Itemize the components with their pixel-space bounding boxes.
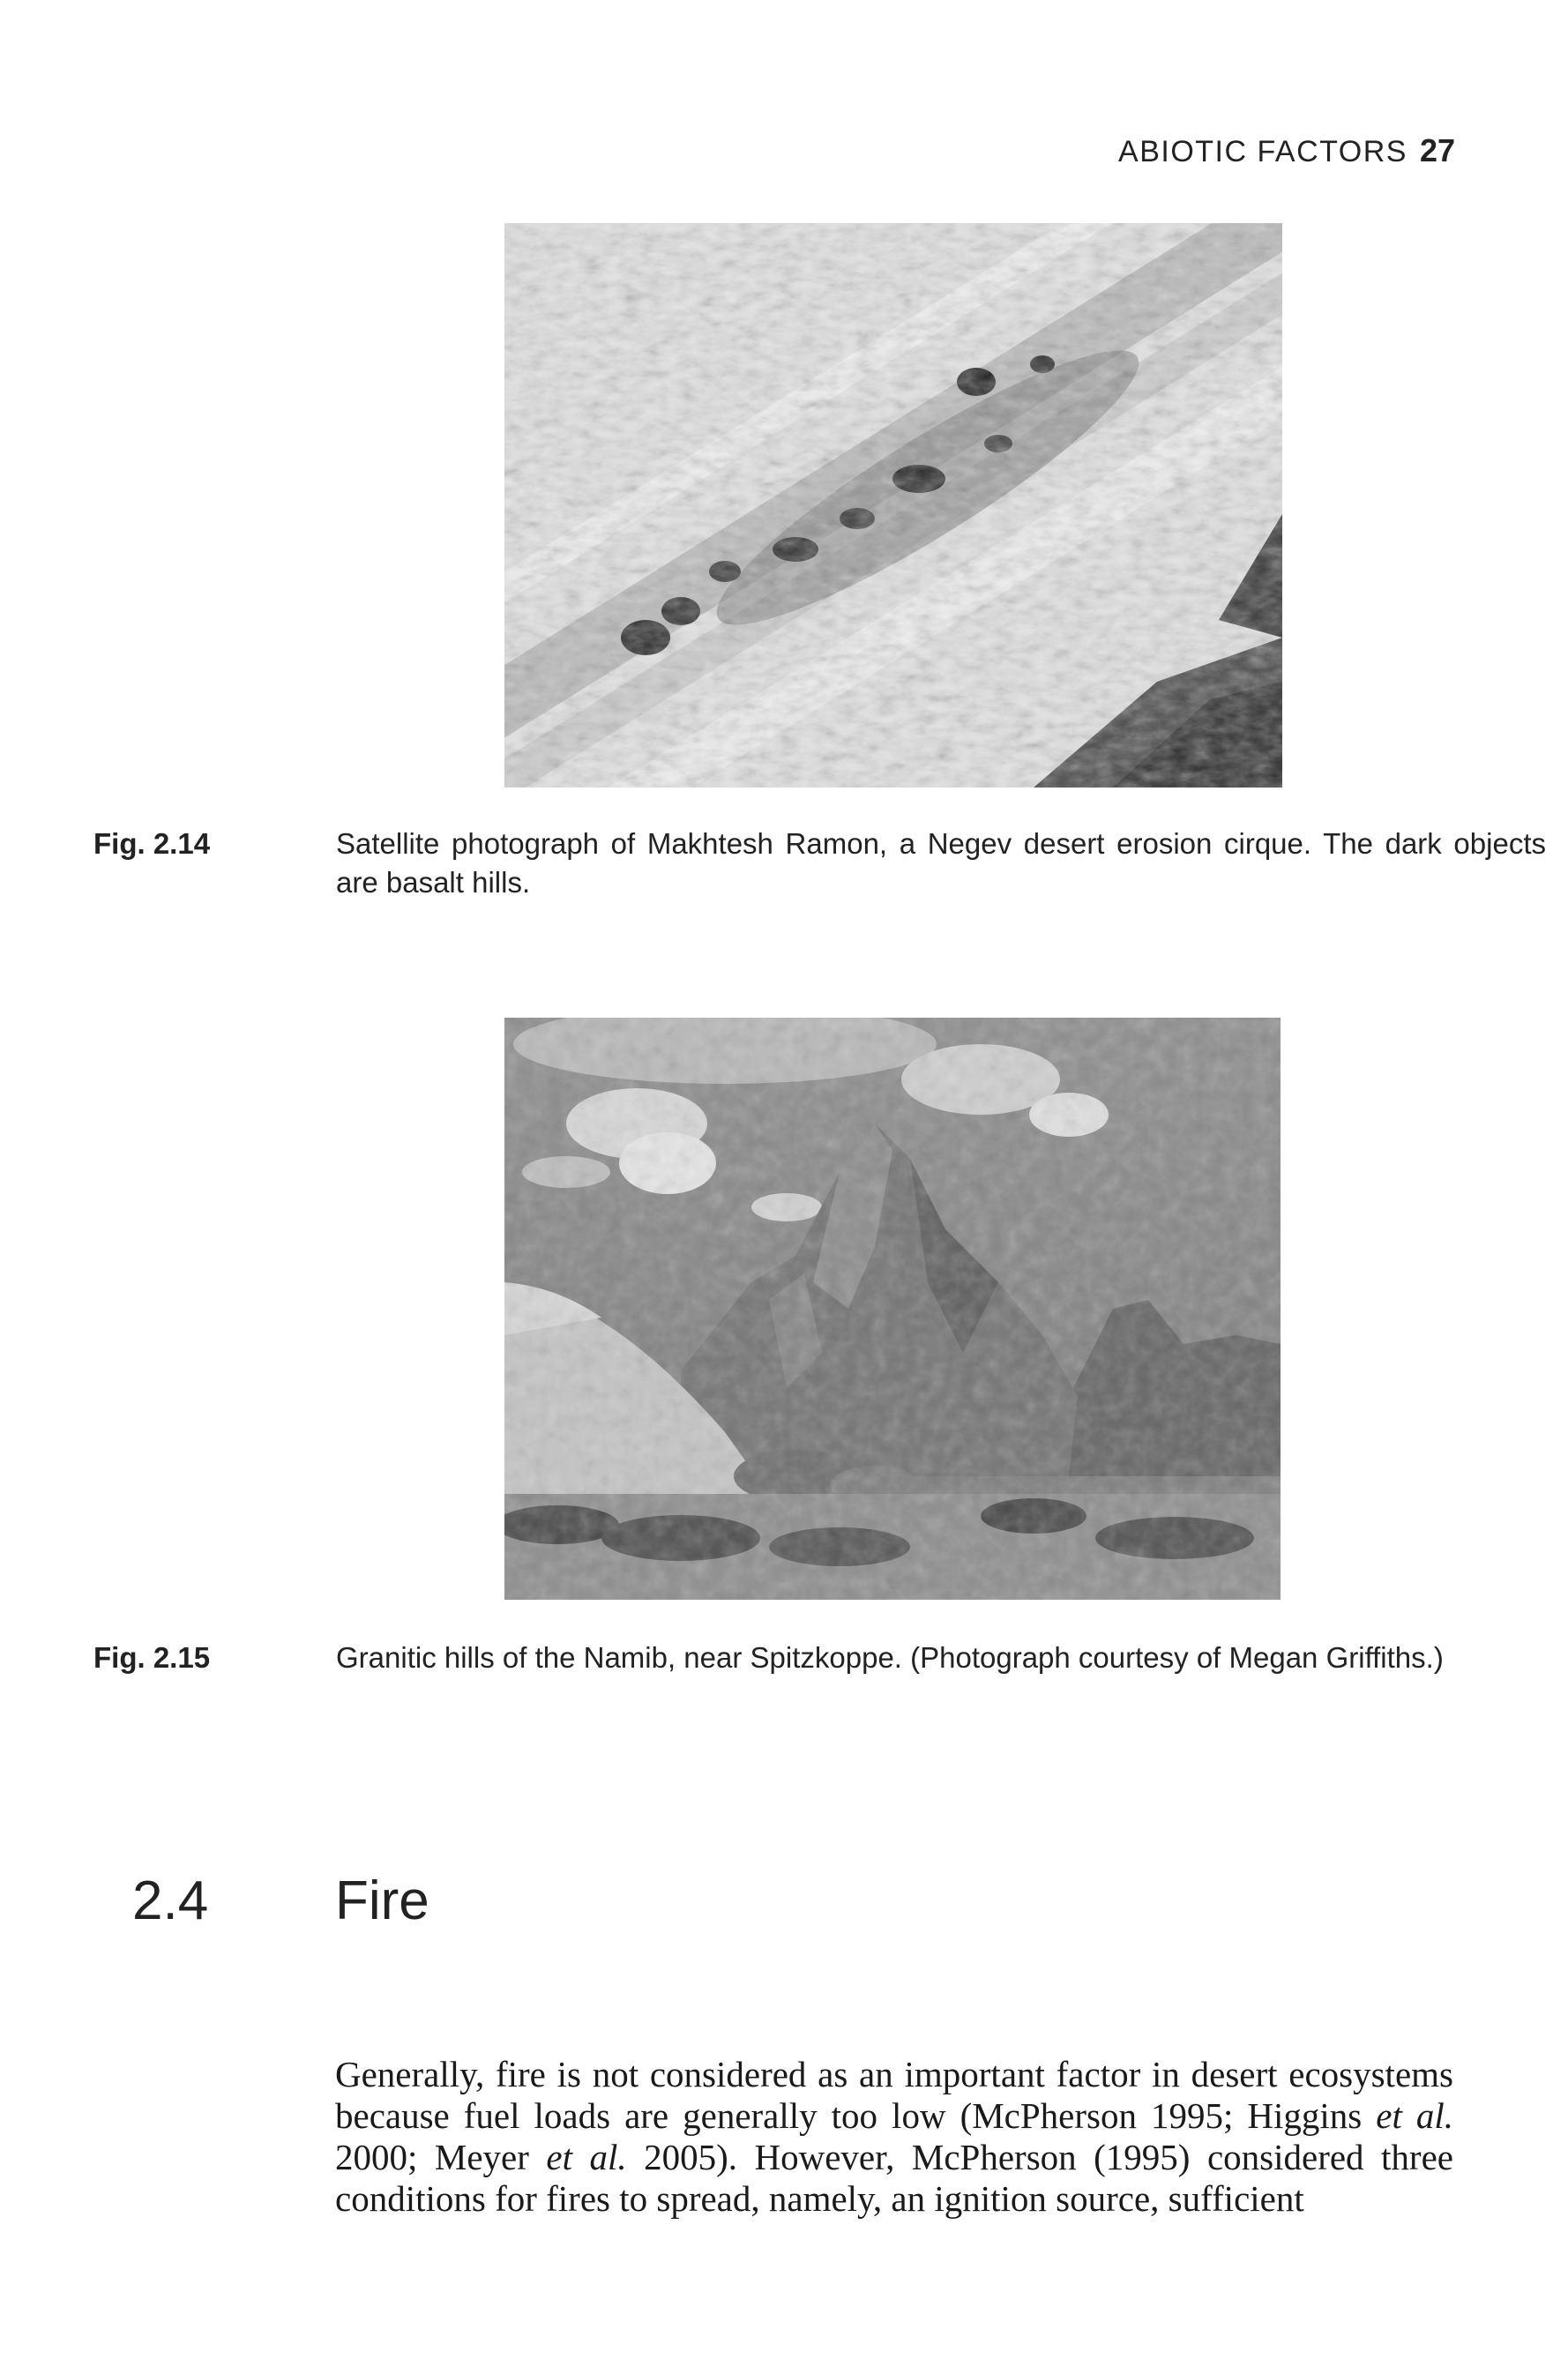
paragraph-segment: 2000; Meyer <box>335 2137 547 2177</box>
figure-caption-2-15 <box>93 1639 1549 1727</box>
paragraph-segment: 2005). However, McPherson (1995) considered three conditions for fires to spread, namely, an ignition source, sufficient <box>335 2137 1453 2219</box>
page-number: 27 <box>1419 132 1455 168</box>
section-number: 2.4 <box>132 1870 209 1931</box>
section-heading <box>132 1870 1367 1949</box>
section-title: Fire <box>335 1870 429 1931</box>
satellite-photograph <box>504 223 1282 788</box>
paragraph-segment: Generally, fire is not considered as an important factor in desert ecosystems because fuel loads are generally too low (McPherson 1995; Higgins <box>335 2054 1453 2136</box>
paragraph-italic-segment: et al. <box>546 2137 627 2177</box>
figure-caption-text: Satellite photograph of Makhtesh Ramon, a Negev desert erosion cirque. The dark objects are basalt hills. <box>336 827 1546 899</box>
satellite-photograph-image <box>504 223 1282 788</box>
figure-label: Fig. 2.15 <box>93 1641 211 1674</box>
granitic-hills-photograph-image <box>504 1018 1281 1600</box>
running-head <box>1118 132 1455 169</box>
body-paragraph <box>335 2054 1453 2220</box>
paragraph-italic-segment: et al. <box>1376 2095 1454 2136</box>
figure-label: Fig. 2.14 <box>93 827 211 860</box>
figure-caption-text: Granitic hills of the Namib, near Spitzkoppe. (Photograph courtesy of Megan Griffiths.) <box>336 1641 1444 1674</box>
granitic-hills-photograph <box>504 1018 1281 1600</box>
figure-caption-2-14 <box>93 825 1549 913</box>
running-head-title: ABIOTIC FACTORS <box>1118 135 1407 168</box>
